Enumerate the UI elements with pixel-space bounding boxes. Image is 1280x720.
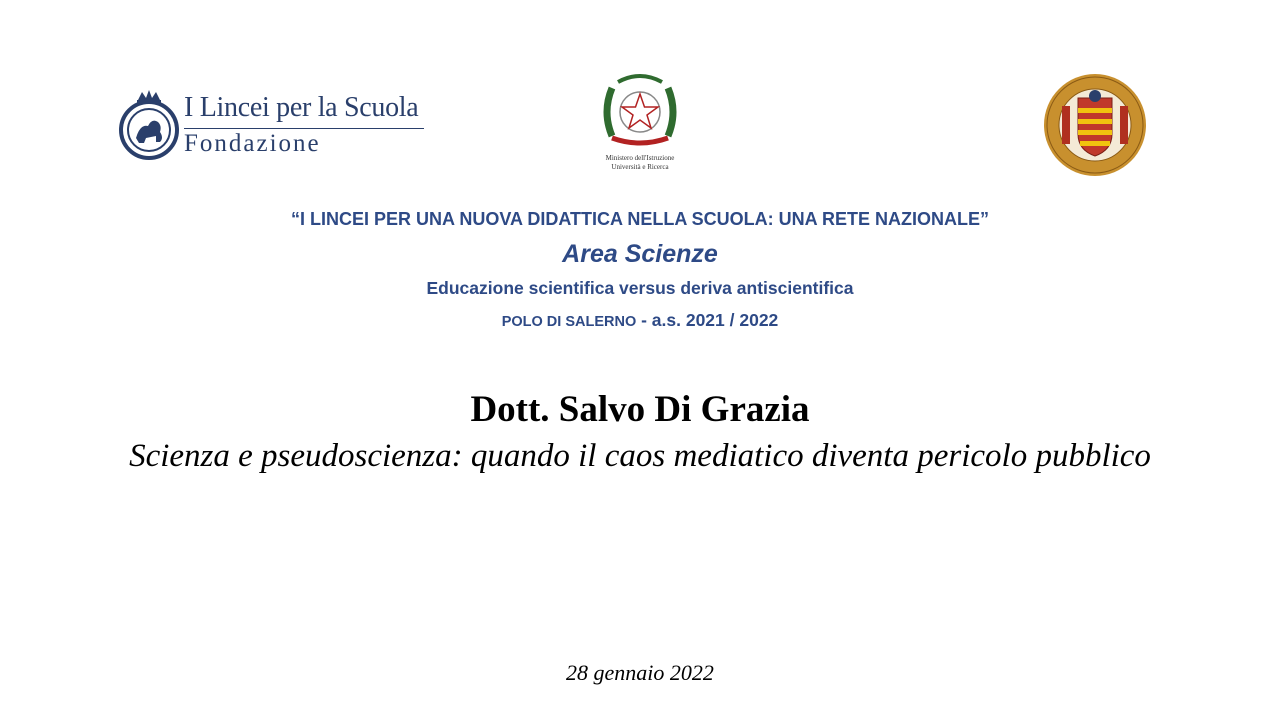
university-seal-icon — [1042, 72, 1148, 178]
project-title: “I LINCEI PER UNA NUOVA DIDATTICA NELLA SCUOLA: UNA RETE NAZIONALE” — [291, 209, 989, 229]
polo-line — [0, 310, 1280, 331]
ministero-caption-line1: Ministero dell'Istruzione — [605, 154, 675, 162]
event-date: 28 gennaio 2022 — [566, 660, 714, 685]
lincei-logo-subtitle: Fondazione — [184, 130, 321, 157]
talk-title: Scienza e pseudoscienza: quando il caos mediatico diventa pericolo pubblico — [129, 438, 1151, 474]
italian-republic-emblem-icon — [598, 72, 682, 152]
ministero-logo — [588, 72, 692, 176]
speaker-name: Dott. Salvo Di Grazia — [470, 389, 810, 430]
area-title: Area Scienze — [562, 240, 718, 268]
polo-label: POLO DI SALERNO — [501, 314, 637, 330]
lincei-logo-title: I Lincei per la Scuola — [184, 92, 419, 123]
lincei-emblem-icon — [118, 88, 180, 162]
theme-title: Educazione scientifica versus deriva antiscientifica — [426, 278, 854, 298]
lincei-logo — [118, 88, 428, 166]
school-year: - a.s. 2021 / 2022 — [636, 310, 779, 330]
lincei-logo-divider — [184, 128, 424, 129]
ministero-caption-line2: Università e Ricerca — [611, 163, 669, 171]
